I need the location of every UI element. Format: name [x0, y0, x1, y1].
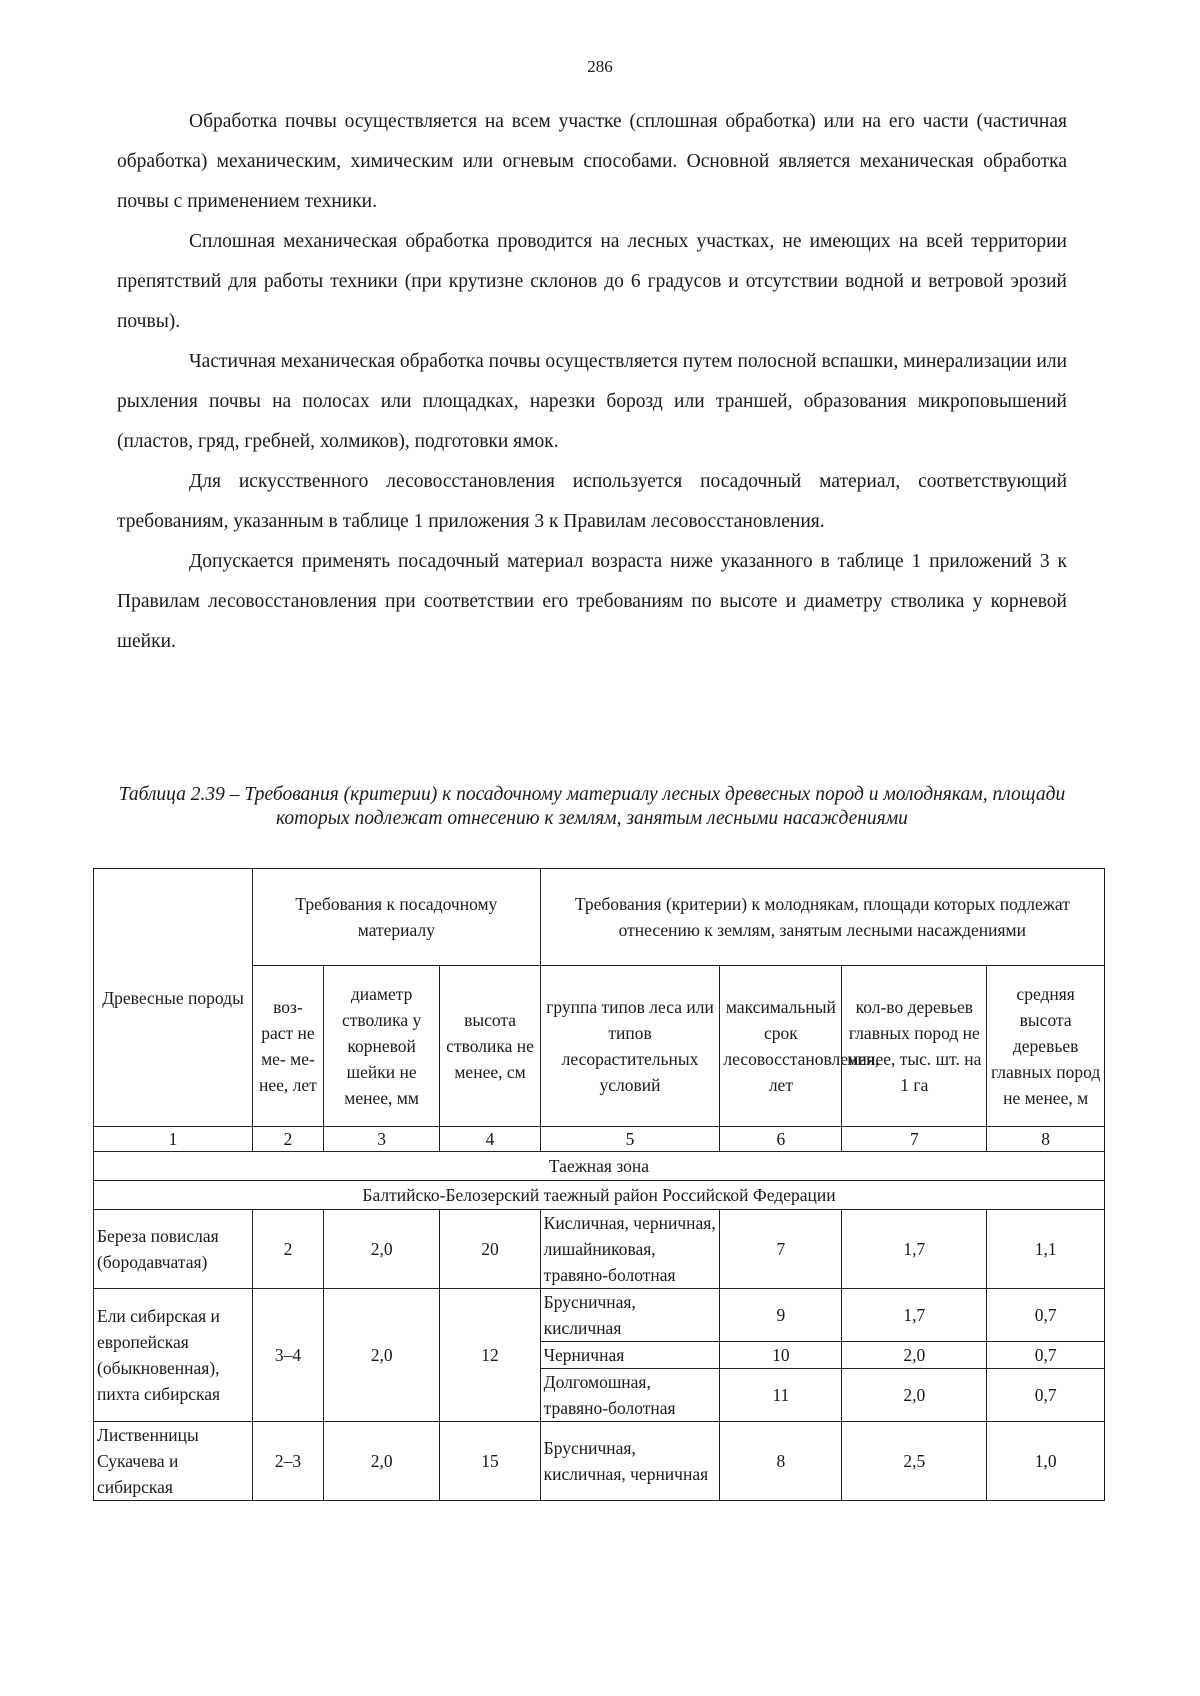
header-species: Древесные породы — [94, 869, 253, 1127]
zone-row — [94, 1152, 1105, 1181]
tree-count-cell: 1,7 — [842, 1289, 987, 1342]
forest-type-cell: Брусничная, кисличная, черничная — [540, 1422, 720, 1501]
column-number-row — [94, 1127, 1105, 1152]
column-number: 7 — [842, 1127, 987, 1152]
table-row — [94, 1422, 1105, 1501]
header-avg-height: средняя высота деревьев главных пород не менее, м — [987, 966, 1105, 1127]
table-caption: Таблица 2.39 – Требования (критерии) к посадочному материалу лесных древесных пород и молоднякам, площади которых подлежат отнесению к землям, занятым лесными насаждениями — [118, 784, 1066, 829]
height-cell: 12 — [440, 1289, 540, 1422]
height-cell: 20 — [440, 1210, 540, 1289]
diameter-cell: 2,0 — [323, 1422, 440, 1501]
max-term-cell: 11 — [720, 1369, 842, 1422]
paragraph: Обработка почвы осуществляется на всем участке (сплошная обработка) или на его части (частичная обработка) механическим, химическим или огневым способами. Основной является механическая обработка почвы с применением техники. — [117, 111, 1067, 212]
paragraph: Частичная механическая обработка почвы осуществляется путем полосной вспашки, минерализации или рыхления почвы на полосах или площадках, нарезки борозд или траншей, образования микроповышений (пластов, гряд, гребней, холмиков), подготовки ямок. — [117, 351, 1067, 452]
header-group-young: Требования (критерии) к молоднякам, площади которых подлежат отнесению к землям, занятым лесными насаждениями — [540, 869, 1104, 966]
species-cell: Лиственницы Сукачева и сибирская — [94, 1422, 253, 1501]
diameter-cell: 2,0 — [323, 1289, 440, 1422]
column-number: 1 — [94, 1127, 253, 1152]
paragraph: Для искусственного лесовосстановления используется посадочный материал, соответствующий требованиям, указанным в таблице 1 приложения 3 к Правилам лесовосстановления. — [117, 471, 1067, 532]
diameter-cell: 2,0 — [323, 1210, 440, 1289]
column-number: 8 — [987, 1127, 1105, 1152]
avg-height-cell: 0,7 — [987, 1369, 1105, 1422]
species-cell: Ели сибирская и европейская (обыкновенная), пихта сибирская — [94, 1289, 253, 1422]
avg-height-cell: 1,1 — [987, 1210, 1105, 1289]
species-cell: Береза повислая (бородавчатая) — [94, 1210, 253, 1289]
column-number: 4 — [440, 1127, 540, 1152]
forest-type-cell: Кисличная, черничная, лишайниковая, травяно-болотная — [540, 1210, 720, 1289]
avg-height-cell: 0,7 — [987, 1289, 1105, 1342]
header-tree-count: кол-во деревьев главных пород не менее, тыс. шт. на 1 га — [842, 966, 987, 1127]
table-header-row — [94, 869, 1105, 966]
header-diameter: диаметр стволика у корневой шейки не менее, мм — [323, 966, 440, 1127]
zone-label: Таежная зона — [94, 1152, 1105, 1181]
column-number: 5 — [540, 1127, 720, 1152]
age-cell: 3–4 — [253, 1289, 324, 1422]
forest-type-cell: Долгомошная, травяно-болотная — [540, 1369, 720, 1422]
avg-height-cell: 1,0 — [987, 1422, 1105, 1501]
district-label: Балтийско-Белозерский таежный район Российской Федерации — [94, 1181, 1105, 1210]
paragraph: Допускается применять посадочный материал возраста ниже указанного в таблице 1 приложений 3 к Правилам лесовосстановления при соответствии его требованиям по высоте и диаметру стволика у корневой шейки. — [117, 551, 1067, 652]
forest-type-cell: Брусничная, кисличная — [540, 1289, 720, 1342]
column-number: 2 — [253, 1127, 324, 1152]
table-row — [94, 1210, 1105, 1289]
body-text — [117, 102, 1067, 662]
page-number: 286 — [587, 57, 613, 76]
header-height: высота стволика не менее, см — [440, 966, 540, 1127]
header-max-term: максимальный срок лесовосстановления, лет — [720, 966, 842, 1127]
avg-height-cell: 0,7 — [987, 1342, 1105, 1369]
tree-count-cell: 2,0 — [842, 1369, 987, 1422]
table-row — [94, 1289, 1105, 1342]
height-cell: 15 — [440, 1422, 540, 1501]
max-term-cell: 10 — [720, 1342, 842, 1369]
age-cell: 2 — [253, 1210, 324, 1289]
tree-count-cell: 1,7 — [842, 1210, 987, 1289]
paragraph: Сплошная механическая обработка проводится на лесных участках, не имеющих на всей территории препятствий для работы техники (при крутизне склонов до 6 градусов и отсутствии водной и ветровой эрозий почвы). — [117, 231, 1067, 332]
tree-count-cell: 2,5 — [842, 1422, 987, 1501]
requirements-table — [93, 868, 1105, 1501]
max-term-cell: 8 — [720, 1422, 842, 1501]
tree-count-cell: 2,0 — [842, 1342, 987, 1369]
header-age: воз- раст не ме- ме- нее, лет — [253, 966, 324, 1127]
age-cell: 2–3 — [253, 1422, 324, 1501]
forest-type-cell: Черничная — [540, 1342, 720, 1369]
max-term-cell: 7 — [720, 1210, 842, 1289]
header-group-planting: Требования к посадочному материалу — [253, 869, 541, 966]
district-row — [94, 1181, 1105, 1210]
column-number: 6 — [720, 1127, 842, 1152]
header-forest-type: группа типов леса или типов лесорастительных условий — [540, 966, 720, 1127]
column-number: 3 — [323, 1127, 440, 1152]
max-term-cell: 9 — [720, 1289, 842, 1342]
